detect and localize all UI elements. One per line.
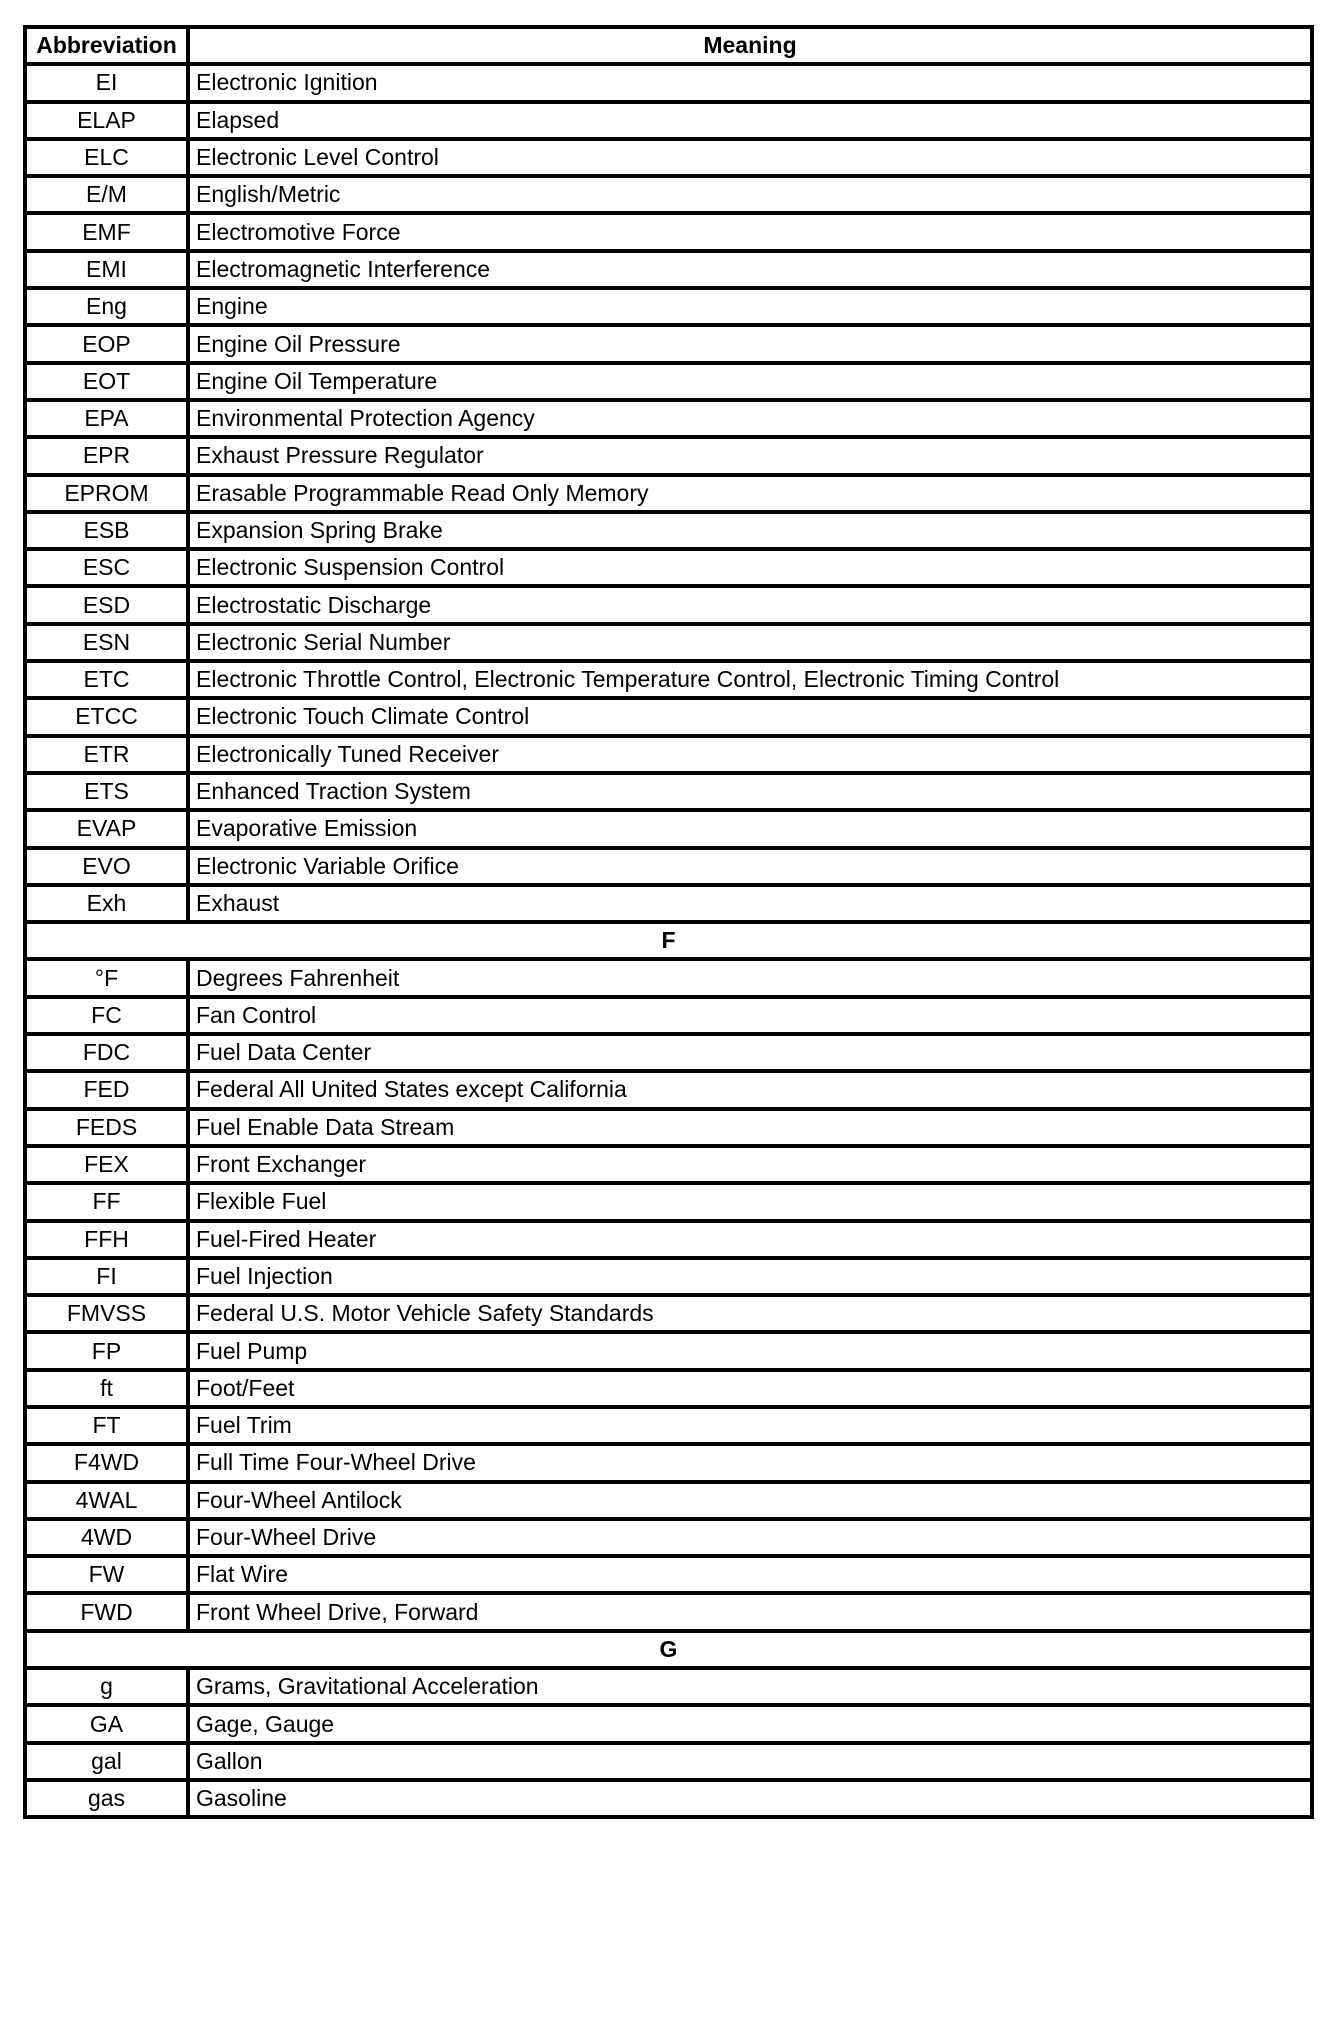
table-row xyxy=(25,1593,1312,1630)
table-row xyxy=(25,736,1312,773)
table-row xyxy=(25,139,1312,176)
meaning-cell: Exhaust Pressure Regulator xyxy=(188,437,1312,474)
meaning-cell: Grams, Gravitational Acceleration xyxy=(188,1668,1312,1705)
abbreviation-cell: EPR xyxy=(25,437,188,474)
table-row xyxy=(25,1668,1312,1705)
meaning-cell: Electronic Variable Orifice xyxy=(188,848,1312,885)
abbreviation-cell: g xyxy=(25,1668,188,1705)
meaning-cell: Fuel Injection xyxy=(188,1258,1312,1295)
table-row xyxy=(25,1034,1312,1071)
abbreviation-cell: Eng xyxy=(25,288,188,325)
table-row xyxy=(25,661,1312,698)
meaning-cell: Gage, Gauge xyxy=(188,1705,1312,1742)
meaning-cell: Fan Control xyxy=(188,997,1312,1034)
section-letter: F xyxy=(25,922,1312,959)
table-row xyxy=(25,1332,1312,1369)
abbreviation-cell: E/M xyxy=(25,176,188,213)
table-row xyxy=(25,1444,1312,1481)
meaning-cell: Engine Oil Pressure xyxy=(188,325,1312,362)
table-row xyxy=(25,400,1312,437)
table-row xyxy=(25,848,1312,885)
meaning-cell: Electromotive Force xyxy=(188,213,1312,250)
abbreviation-cell: EOP xyxy=(25,325,188,362)
abbreviation-cell: EVO xyxy=(25,848,188,885)
abbreviation-cell: Exh xyxy=(25,885,188,922)
table-row xyxy=(25,437,1312,474)
section-letter: G xyxy=(25,1631,1312,1668)
table-row xyxy=(25,624,1312,661)
table-row xyxy=(25,549,1312,586)
abbreviation-cell: EOT xyxy=(25,363,188,400)
meaning-cell: Enhanced Traction System xyxy=(188,773,1312,810)
meaning-cell: Electronic Suspension Control xyxy=(188,549,1312,586)
table-row xyxy=(25,885,1312,922)
meaning-cell: Expansion Spring Brake xyxy=(188,512,1312,549)
abbreviation-cell: ESD xyxy=(25,586,188,623)
table-row xyxy=(25,773,1312,810)
meaning-cell: Flexible Fuel xyxy=(188,1183,1312,1220)
meaning-cell: Four-Wheel Drive xyxy=(188,1519,1312,1556)
abbreviation-cell: EPA xyxy=(25,400,188,437)
abbreviation-cell: FP xyxy=(25,1332,188,1369)
abbreviation-cell: gal xyxy=(25,1743,188,1780)
abbreviation-cell: EVAP xyxy=(25,810,188,847)
table-row xyxy=(25,325,1312,362)
abbreviation-cell: ELC xyxy=(25,139,188,176)
table-row xyxy=(25,1556,1312,1593)
table-row xyxy=(25,1407,1312,1444)
meaning-cell: Engine xyxy=(188,288,1312,325)
meaning-cell: Front Exchanger xyxy=(188,1146,1312,1183)
abbreviation-cell: FT xyxy=(25,1407,188,1444)
abbreviation-cell: EMI xyxy=(25,251,188,288)
table-row xyxy=(25,251,1312,288)
abbreviation-cell: FWD xyxy=(25,1593,188,1630)
table-row xyxy=(25,1295,1312,1332)
abbreviation-cell: FFH xyxy=(25,1221,188,1258)
table-row xyxy=(25,1780,1312,1817)
table-body xyxy=(25,64,1312,1817)
meaning-cell: Fuel Pump xyxy=(188,1332,1312,1369)
meaning-cell: Electrostatic Discharge xyxy=(188,586,1312,623)
meaning-cell: English/Metric xyxy=(188,176,1312,213)
table-row xyxy=(25,997,1312,1034)
meaning-cell: Fuel Enable Data Stream xyxy=(188,1109,1312,1146)
abbreviation-cell: FMVSS xyxy=(25,1295,188,1332)
table-row xyxy=(25,1370,1312,1407)
abbreviation-cell: EPROM xyxy=(25,475,188,512)
abbreviation-cell: FC xyxy=(25,997,188,1034)
meaning-cell: Gallon xyxy=(188,1743,1312,1780)
abbreviation-cell: FW xyxy=(25,1556,188,1593)
abbreviation-column-header: Abbreviation xyxy=(25,27,188,64)
meaning-cell: Electromagnetic Interference xyxy=(188,251,1312,288)
table-row xyxy=(25,1743,1312,1780)
table-row xyxy=(25,1146,1312,1183)
meaning-cell: Flat Wire xyxy=(188,1556,1312,1593)
meaning-cell: Gasoline xyxy=(188,1780,1312,1817)
abbreviation-cell: FDC xyxy=(25,1034,188,1071)
abbreviation-cell: FEX xyxy=(25,1146,188,1183)
table-row xyxy=(25,1258,1312,1295)
table-row xyxy=(25,698,1312,735)
abbreviation-cell: ETC xyxy=(25,661,188,698)
abbreviation-cell: F4WD xyxy=(25,1444,188,1481)
section-header-row xyxy=(25,922,1312,959)
meaning-cell: Exhaust xyxy=(188,885,1312,922)
meaning-cell: Fuel Trim xyxy=(188,1407,1312,1444)
meaning-column-header: Meaning xyxy=(188,27,1312,64)
abbreviation-cell: ESC xyxy=(25,549,188,586)
meaning-cell: Federal U.S. Motor Vehicle Safety Standards xyxy=(188,1295,1312,1332)
table-row xyxy=(25,959,1312,996)
abbreviation-cell: 4WAL xyxy=(25,1482,188,1519)
table-header-row xyxy=(25,27,1312,64)
abbreviation-cell: FEDS xyxy=(25,1109,188,1146)
abbreviation-cell: ESB xyxy=(25,512,188,549)
meaning-cell: Full Time Four-Wheel Drive xyxy=(188,1444,1312,1481)
meaning-cell: Four-Wheel Antilock xyxy=(188,1482,1312,1519)
meaning-cell: Electronic Serial Number xyxy=(188,624,1312,661)
meaning-cell: Environmental Protection Agency xyxy=(188,400,1312,437)
abbreviation-cell: EI xyxy=(25,64,188,101)
table-row xyxy=(25,512,1312,549)
abbreviation-cell: FED xyxy=(25,1071,188,1108)
section-header-row xyxy=(25,1631,1312,1668)
abbreviation-cell: ft xyxy=(25,1370,188,1407)
abbreviation-cell: FF xyxy=(25,1183,188,1220)
abbreviation-cell: ESN xyxy=(25,624,188,661)
table-row xyxy=(25,1519,1312,1556)
table-row xyxy=(25,64,1312,101)
meaning-cell: Evaporative Emission xyxy=(188,810,1312,847)
abbreviation-cell: GA xyxy=(25,1705,188,1742)
meaning-cell: Engine Oil Temperature xyxy=(188,363,1312,400)
abbreviation-cell: gas xyxy=(25,1780,188,1817)
table-row xyxy=(25,363,1312,400)
table-row xyxy=(25,288,1312,325)
table-row xyxy=(25,1183,1312,1220)
table-row xyxy=(25,1482,1312,1519)
table-row xyxy=(25,1109,1312,1146)
table-row xyxy=(25,1071,1312,1108)
abbreviation-cell: ETCC xyxy=(25,698,188,735)
meaning-cell: Electronic Level Control xyxy=(188,139,1312,176)
abbreviation-cell: 4WD xyxy=(25,1519,188,1556)
table-row xyxy=(25,1705,1312,1742)
meaning-cell: Electronically Tuned Receiver xyxy=(188,736,1312,773)
abbreviation-cell: ETR xyxy=(25,736,188,773)
meaning-cell: Degrees Fahrenheit xyxy=(188,959,1312,996)
meaning-cell: Elapsed xyxy=(188,102,1312,139)
meaning-cell: Electronic Ignition xyxy=(188,64,1312,101)
meaning-cell: Fuel Data Center xyxy=(188,1034,1312,1071)
abbreviation-cell: FI xyxy=(25,1258,188,1295)
table-row xyxy=(25,475,1312,512)
abbreviation-table xyxy=(23,25,1314,1819)
table-row xyxy=(25,213,1312,250)
meaning-cell: Fuel-Fired Heater xyxy=(188,1221,1312,1258)
meaning-cell: Erasable Programmable Read Only Memory xyxy=(188,475,1312,512)
abbreviation-cell: ETS xyxy=(25,773,188,810)
table-row xyxy=(25,586,1312,623)
meaning-cell: Electronic Touch Climate Control xyxy=(188,698,1312,735)
table-row xyxy=(25,1221,1312,1258)
abbreviation-cell: EMF xyxy=(25,213,188,250)
table-row xyxy=(25,176,1312,213)
meaning-cell: Foot/Feet xyxy=(188,1370,1312,1407)
abbreviation-table-container xyxy=(23,25,1310,1819)
meaning-cell: Federal All United States except California xyxy=(188,1071,1312,1108)
table-row xyxy=(25,810,1312,847)
meaning-cell: Electronic Throttle Control, Electronic Temperature Control, Electronic Timing Control xyxy=(188,661,1312,698)
table-row xyxy=(25,102,1312,139)
abbreviation-cell: °F xyxy=(25,959,188,996)
meaning-cell: Front Wheel Drive, Forward xyxy=(188,1593,1312,1630)
abbreviation-cell: ELAP xyxy=(25,102,188,139)
